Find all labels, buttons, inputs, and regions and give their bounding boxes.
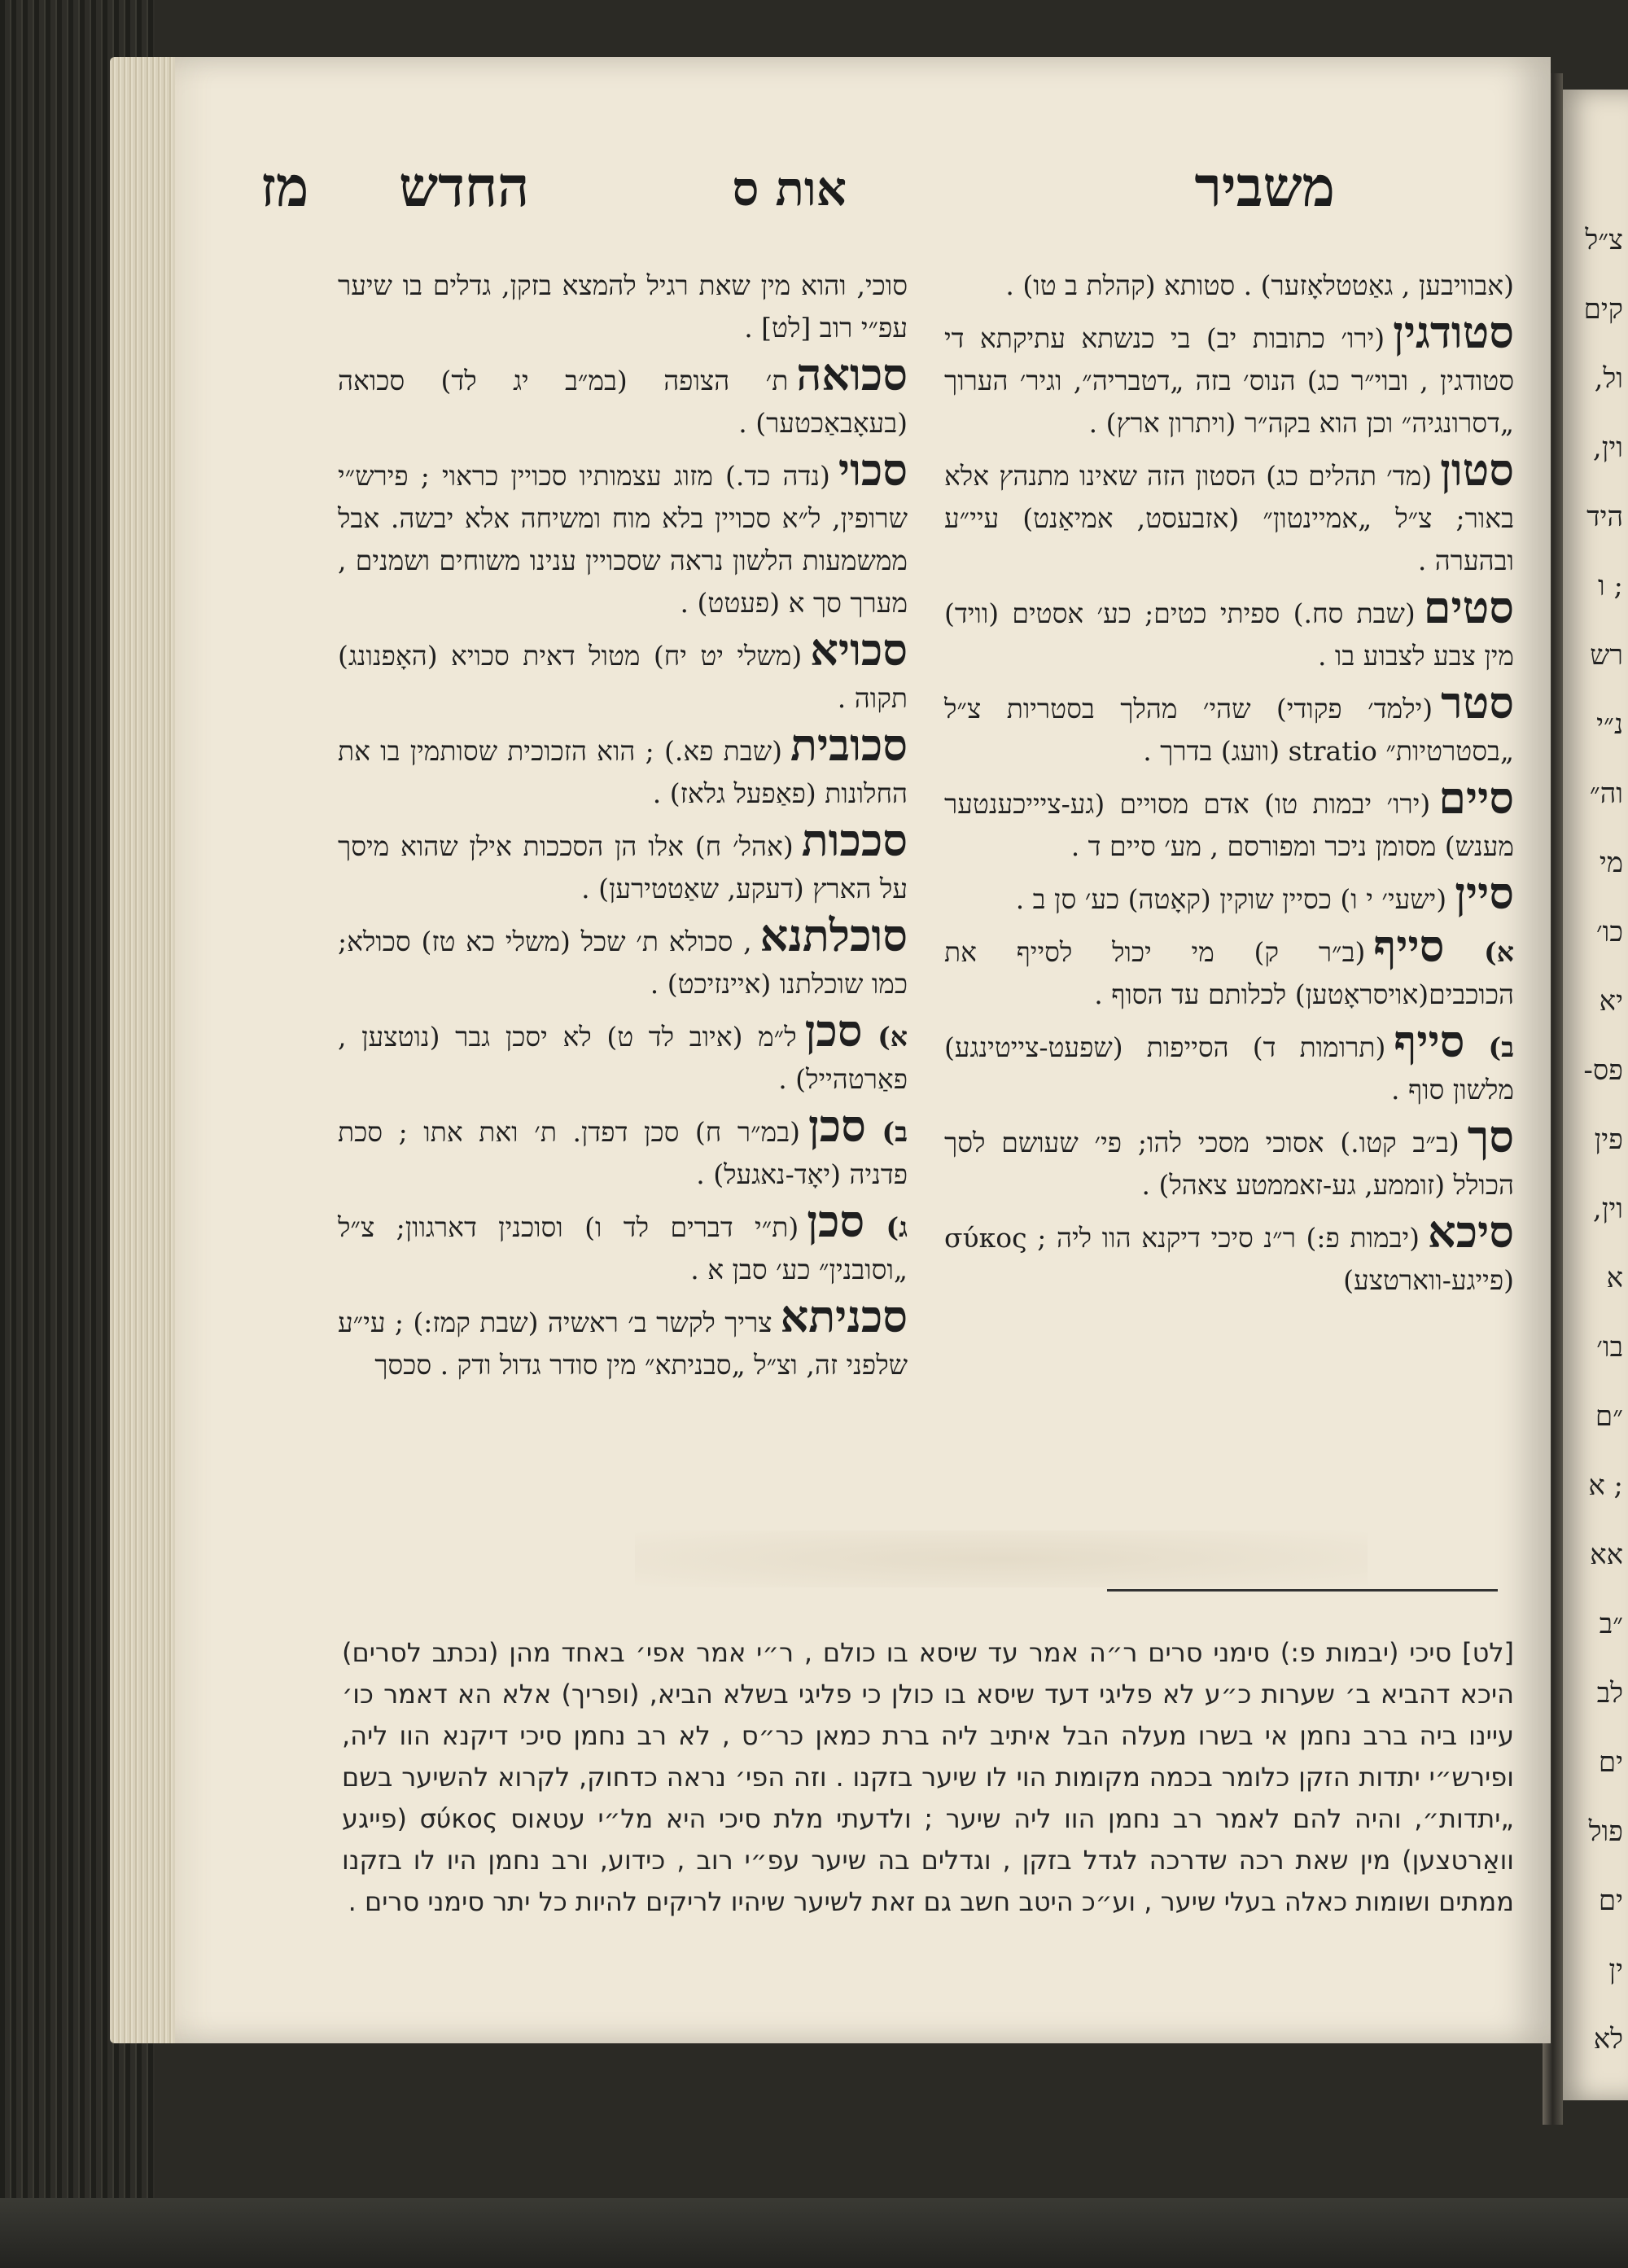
entry-headword: סכניתא — [780, 1290, 908, 1342]
facing-page-fragment: ול, — [1594, 362, 1623, 395]
entry-definition: (ילמד׳ פקודי) שהי׳ מהלך בסטריות צ״ל „בסטרטיות״ stratio (וועג) בדרך . — [944, 693, 1514, 767]
running-title-new: החדש — [399, 155, 530, 220]
entry-number: ג) — [886, 1211, 908, 1243]
entry-headword: סכוי — [838, 444, 908, 496]
facing-page-fragment: קים — [1583, 293, 1623, 326]
entry-definition: (ב״ב קטו.) אסוכי מסכי להו; פי׳ שעושם לסך הכולל (זוממע, גע-זאממטע צאהל) . — [944, 1127, 1514, 1201]
section-letter: אות ס — [732, 161, 847, 217]
entry-definition: (יבמות פ:) ר״נ סיכי דיקנא הוו ליה ; σύκος (פייגע-ווארטצע) — [944, 1222, 1514, 1296]
entry-definition: (ב״ר ק) מי יכול לסייף את הכוכבים(אויסראָטען) לכלותם עד הסוף . — [944, 936, 1514, 1010]
facing-page-fragment: צ״ל — [1585, 224, 1623, 256]
running-title: משביר — [1194, 155, 1335, 220]
dictionary-entry — [338, 1005, 908, 1101]
entry-number: א) — [877, 1021, 908, 1053]
paper-stain — [635, 1530, 1368, 1587]
entry-headword: סיכא — [1428, 1206, 1514, 1258]
dictionary-entry — [338, 265, 908, 349]
entry-definition: (תרומות ד) הסייפות (שפעט-צייטינגע) מלשון סוף . — [944, 1031, 1514, 1106]
page-edges — [110, 57, 183, 2043]
entry-definition: (שבת סח.) ספיתי כטים; כע׳ אסטים (וויד) מין צבע לצבוע בו . — [944, 598, 1514, 672]
facing-page-fragment: היד — [1586, 501, 1623, 533]
footnote-rule — [1107, 1589, 1498, 1592]
entry-definition: ל״מ (איוב לד ט) לא יסכן גבר (נוטצען , פאַרטהייל) . — [338, 1021, 908, 1095]
entry-definition: (אהל׳ ח) אלו הן הסככות אילן שהוא מיסך על הארץ (דעקע, שאַטטירען) . — [338, 830, 908, 904]
entry-definition: סוכי, והוא מין שאת רגיל להמצא בזקן, גדלים בו שיער עפ״י רוב [לט] . — [338, 269, 908, 344]
entry-definition: (ירו׳ כתובות יב) בי כנשתא עתיקתא די סטודגין , ובוי״ר כג) הנוס׳ בזה „דטבריה״, וגיר׳ הערוך „דסרונגיה״ וכן הוא בקה״ר (ויתרון ארץ) . — [944, 322, 1514, 439]
dictionary-entry — [338, 444, 908, 624]
entry-headword: סיין — [1455, 867, 1514, 919]
entry-headword: סטים — [1423, 581, 1514, 633]
facing-page-fragment: לב — [1596, 1677, 1623, 1710]
facing-page-fragment: וין, — [1592, 1193, 1623, 1225]
dictionary-entry — [944, 867, 1514, 921]
entry-definition: (ת״י דברים לד ו) וסוכנין דארגוון; צ״ל „וסובנין״ כע׳ סבן א . — [338, 1211, 908, 1285]
book-cover-bottom — [0, 2198, 1628, 2268]
entry-headword: סייף — [1394, 1015, 1465, 1067]
facing-page-fragment: ״ב — [1599, 1608, 1623, 1640]
facing-page-fragment: לא — [1593, 2023, 1623, 2056]
entry-headword: סטון — [1440, 444, 1514, 496]
facing-page — [1555, 90, 1628, 2100]
dictionary-entry — [338, 1195, 908, 1291]
facing-page-fragment: פין — [1594, 1123, 1623, 1156]
left-column — [338, 265, 908, 1389]
dictionary-entry — [944, 444, 1514, 582]
entry-definition: , סכולא ת׳ שכל (משלי כא טז) סכולא; כמו שוכלתנו (איינזיכט) . — [338, 926, 908, 1000]
facing-page-fragment: ים — [1598, 1746, 1623, 1779]
entry-definition: (נדה כד.) מזוג עצמותיו סכויין כראוי ; פירש״י שרופין, ל״א סכויין בלא מוח ומשיחה אלא יבשה. אבל ממשמעות הלשון נראה שסכויין ענינו משוחים ושמנים , מערך סך א (פעטט) . — [338, 460, 908, 619]
entry-headword: סככות — [801, 814, 908, 866]
facing-page-fragment: וה״ — [1589, 777, 1623, 810]
entry-headword: סכן — [808, 1100, 866, 1152]
entry-definition: (ישעי׳ י ו) כסיין שוקין (קאָטה) כע׳ סן ב . — [1015, 883, 1447, 915]
dictionary-entry — [338, 348, 908, 444]
facing-page-fragment: אא — [1590, 1539, 1623, 1571]
entry-definition: (משלי יט יח) מטול דאית סכויא (האָפנונג) תקוה . — [338, 640, 908, 714]
dictionary-entry — [944, 1015, 1514, 1111]
entry-headword: סיים — [1438, 772, 1514, 824]
facing-page-fragment: ין — [1608, 1954, 1623, 1986]
entry-definition: (שבת פא.) ; הוא הזכוכית שסותמין בו את החלונות (פאַפעל גלאז) . — [338, 735, 908, 809]
entry-headword: סכויא — [810, 624, 908, 676]
facing-page-fragment: ים — [1598, 1885, 1623, 1917]
facing-page-fragment: מי — [1599, 847, 1623, 879]
dictionary-entry — [338, 624, 908, 720]
facing-page-fragment: ; ו — [1598, 570, 1623, 602]
dictionary-entry — [944, 676, 1514, 773]
dictionary-entry — [338, 719, 908, 815]
dictionary-entry — [944, 772, 1514, 868]
dictionary-entry — [944, 265, 1514, 307]
entry-definition: (ירו׳ יבמות טו) אדם מסויים (גע-ציייכענטער מענש) מסומן ניכר ומפורסם , מע׳ סיים ד . — [944, 788, 1514, 862]
entry-headword: סכן — [804, 1005, 863, 1057]
entry-definition: (מד׳ תהלים כג) הסטון הזה שאינו מתנהץ אלא באור; צ״ל „אמיינטון״ (אזבעסט, אמיאַנט) עיי״ע ובהערה . — [944, 460, 1514, 576]
entry-number: א) — [1484, 936, 1514, 968]
facing-page-fragment: נ״י — [1596, 708, 1623, 741]
dictionary-entry — [944, 581, 1514, 677]
entry-headword: סכובית — [790, 719, 908, 771]
footnote: [לט] סיכי (יבמות פ:) סימני סרים ר״ה אמר עד שיסא בו כולם , ר״י אמר אפי׳ באחד מהן (נכתב לסרים) היכא דהביא ב׳ שערות כ״ע לא פליגי דעד שיסא בו כולן כי פליגי בשלא הביא, (ופריך) אלא הא דאמר כו׳ עיינו ביה ברב נחמן אי בשרו מעלה הבל איתיב ליה ברת כמאן כר״ס , לא רב נחמן סיכי דיקנא הוו ליה, ופירש״י יתדות הזקן כלומר בכמה מקומות הוי לו שיער בזקנו . וזה הפי׳ נראה כדחוק, לקרוא להשיער בשם „יתדות״, והיה להם לאמר רב נחמן הוו ליה שיער ; ולדעתי מלת סיכי היא מל״י עטאוס σύκος (פייגע וואַרטצען) מין שאת רכה שדרכה לגדל בזקן , וגדלים בה שיער עפ״י רוב , כידוע, ורב נחמן היו לו בזקנו ממתים ושומות כאלה בעלי שיער , וע״כ היטב חשב גם זאת לשיער שיהיו לריקים להיות כל יתר סימני סרים . — [342, 1637, 1515, 1917]
dictionary-entry — [944, 920, 1514, 1016]
facing-page-fragment: בו׳ — [1596, 1331, 1623, 1364]
dictionary-entry — [944, 1206, 1514, 1302]
entry-headword: סוכלתנא — [759, 909, 908, 961]
page-number: מז — [260, 155, 309, 220]
facing-page-fragment: פול — [1588, 1815, 1623, 1848]
dictionary-entry — [338, 1100, 908, 1196]
facing-page-fragment: וין, — [1592, 431, 1623, 464]
entry-headword: סך — [1467, 1110, 1514, 1162]
entry-headword: סטר — [1441, 676, 1514, 729]
entry-definition: (במ״ר ח) סכן דפדן. ת׳ ואת אתו ; סכת פדניה (יאָד-נאגעל) . — [338, 1116, 908, 1190]
entry-headword: סייף — [1373, 920, 1445, 972]
dictionary-entry — [338, 1290, 908, 1386]
entry-headword: סטודגין — [1393, 306, 1514, 358]
facing-page-fragment: יא — [1599, 985, 1623, 1018]
dictionary-entry — [338, 814, 908, 910]
dictionary-entry — [944, 306, 1514, 444]
facing-page-fragment: א — [1606, 1262, 1623, 1294]
dictionary-entry — [944, 1110, 1514, 1206]
facing-page-fragment: פס- — [1583, 1054, 1623, 1087]
entry-number: ב) — [1488, 1031, 1514, 1063]
facing-page-fragment: רש — [1590, 639, 1623, 672]
entry-number: ב) — [882, 1116, 908, 1148]
page-header — [260, 155, 1335, 228]
facing-page-fragment: ; א — [1588, 1469, 1623, 1502]
facing-page-fragment: ״ם — [1595, 1400, 1623, 1433]
entry-headword: סכואה — [796, 348, 908, 401]
entry-definition: צריך לקשר ב׳ ראשיה (שבת קמז:) ; עי״ע שלפני זה, וצ״ל „סבניתא״ מין סודר גדול ודק . סכסך — [338, 1307, 908, 1381]
entry-definition: (אבוויבען , גאַטטלאָזער) . סטותא (קהלת ב טו) . — [1005, 269, 1514, 301]
entry-headword: סכן — [807, 1195, 865, 1247]
entry-definition: ת׳ הצופה (במ״ב יג לד) סכואה (בעאָבאַכטער) . — [338, 365, 908, 439]
facing-page-fragment: כו׳ — [1595, 916, 1623, 948]
dictionary-entry — [338, 909, 908, 1005]
right-column — [944, 265, 1514, 1304]
